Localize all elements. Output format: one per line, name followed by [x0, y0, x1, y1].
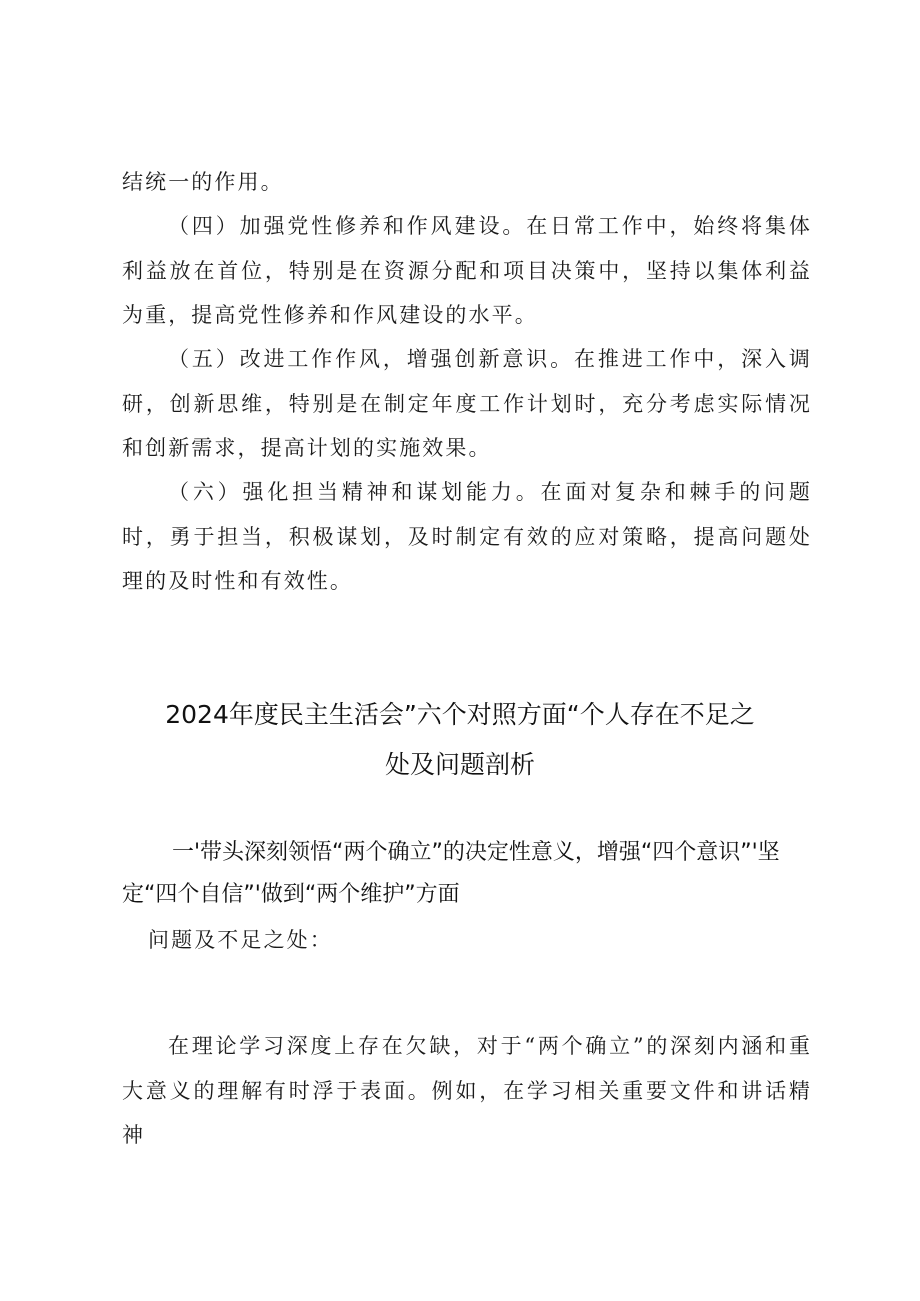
document-title-line-1: 2024年度民主生活会”六个对照方面“个人存在不足之	[165, 700, 755, 729]
problems-label: 问题及不足之处：	[148, 928, 333, 952]
paragraph-item-5: （五）改进工作作风，增强创新意识。在推进工作中，深入调研，创新思维，特别是在制定年度工作计划时，充分考虑实际情况和创新需求，提高计划的实施效果。	[122, 347, 812, 460]
paragraph-item-4: （四）加强党性修养和作风建设。在日常工作中，始终将集体利益放在首位，特别是在资源分配和项目决策中，坚持以集体利益为重，提高党性修养和作风建设的水平。	[122, 214, 812, 327]
section-heading: 一'带头深刻领悟“两个确立”的决定性意义，增强“四个意识”'坚定“四个自信”'做到“两个维护”方面	[122, 840, 780, 907]
paragraph-item-6: （六）强化担当精神和谋划能力。在面对复杂和棘手的问题时，勇于担当，积极谋划，及时制定有效的应对策略，提高问题处理的及时性和有效性。	[122, 480, 812, 593]
paragraph-problem-1: 在理论学习深度上存在欠缺，对于“两个确立”的深刻内涵和重大意义的理解有时浮于表面。例如，在学习相关重要文件和讲话精神	[122, 1034, 812, 1147]
document-title-line-2: 处及问题剖析	[384, 750, 535, 779]
paragraph-continuation: 结统一的作用。	[122, 170, 284, 194]
